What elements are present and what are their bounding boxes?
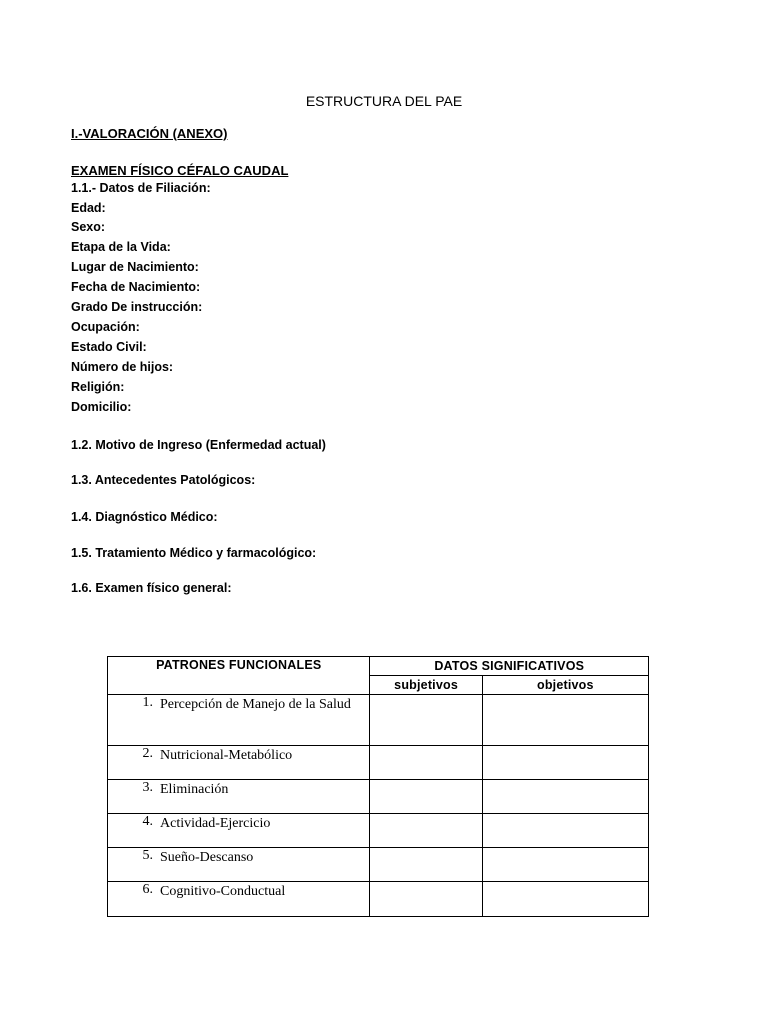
section-antecedentes: 1.3. Antecedentes Patológicos: bbox=[71, 473, 256, 487]
document-title: ESTRUCTURA DEL PAE bbox=[305, 93, 463, 109]
pattern-number: 5. bbox=[142, 848, 153, 863]
objective-cell[interactable] bbox=[482, 882, 648, 917]
header-objective: objetivos bbox=[482, 676, 648, 695]
field-lugar-nacimiento: Lugar de Nacimiento: bbox=[71, 260, 199, 274]
field-sexo: Sexo: bbox=[71, 220, 106, 234]
subjective-cell[interactable] bbox=[370, 746, 482, 780]
pattern-label: Eliminación bbox=[160, 782, 229, 797]
header-data: DATOS SIGNIFICATIVOS bbox=[370, 657, 649, 676]
objective-cell[interactable] bbox=[482, 746, 648, 780]
exam-heading: EXAMEN FÍSICO CÉFALO CAUDAL bbox=[71, 163, 289, 178]
section-tratamiento: 1.5. Tratamiento Médico y farmacológico: bbox=[71, 546, 317, 560]
subjective-cell[interactable] bbox=[370, 780, 482, 814]
field-religion: Religión: bbox=[71, 380, 125, 394]
section-examen-fisico: 1.6. Examen físico general: bbox=[71, 581, 232, 595]
pattern-number: 3. bbox=[142, 780, 153, 795]
pattern-number: 2. bbox=[142, 746, 153, 761]
subjective-cell[interactable] bbox=[370, 814, 482, 848]
section-heading-valoracion: I.-VALORACIÓN (ANEXO) bbox=[71, 126, 228, 141]
filiation-heading: 1.1.- Datos de Filiación: bbox=[71, 181, 211, 195]
field-domicilio: Domicilio: bbox=[71, 400, 132, 414]
table-header-row bbox=[108, 657, 649, 676]
objective-cell[interactable] bbox=[482, 848, 648, 882]
pattern-cell bbox=[108, 882, 370, 917]
field-edad: Edad: bbox=[71, 201, 106, 215]
table-row bbox=[108, 814, 649, 848]
table-row bbox=[108, 848, 649, 882]
pattern-cell bbox=[108, 695, 370, 746]
section-diagnostico: 1.4. Diagnóstico Médico: bbox=[71, 510, 218, 524]
section-motivo-ingreso: 1.2. Motivo de Ingreso (Enfermedad actual) bbox=[71, 438, 326, 452]
pattern-number: 6. bbox=[142, 882, 153, 897]
field-ocupacion: Ocupación: bbox=[71, 320, 140, 334]
header-patterns: PATRONES FUNCIONALES bbox=[108, 657, 370, 695]
field-etapa-vida: Etapa de la Vida: bbox=[71, 240, 171, 254]
objective-cell[interactable] bbox=[482, 780, 648, 814]
pattern-label: Actividad-Ejercicio bbox=[160, 816, 271, 831]
pattern-label: Percepción de Manejo de la Salud bbox=[160, 697, 351, 712]
table-row bbox=[108, 780, 649, 814]
subjective-cell[interactable] bbox=[370, 695, 482, 746]
pattern-label: Cognitivo-Conductual bbox=[160, 884, 286, 899]
pattern-cell bbox=[108, 746, 370, 780]
subjective-cell[interactable] bbox=[370, 848, 482, 882]
pattern-cell bbox=[108, 848, 370, 882]
table-row bbox=[108, 746, 649, 780]
pattern-label: Nutricional-Metabólico bbox=[160, 748, 293, 763]
field-fecha-nacimiento: Fecha de Nacimiento: bbox=[71, 280, 201, 294]
table-row bbox=[108, 882, 649, 917]
header-subjective: subjetivos bbox=[370, 676, 482, 695]
objective-cell[interactable] bbox=[482, 814, 648, 848]
field-numero-hijos: Número de hijos: bbox=[71, 360, 174, 374]
objective-cell[interactable] bbox=[482, 695, 648, 746]
table-row bbox=[108, 695, 649, 746]
pattern-cell bbox=[108, 814, 370, 848]
field-estado-civil: Estado Civil: bbox=[71, 340, 147, 354]
pattern-number: 4. bbox=[142, 814, 153, 829]
field-grado-instruccion: Grado De instrucción: bbox=[71, 300, 203, 314]
pattern-cell bbox=[108, 780, 370, 814]
functional-patterns-table bbox=[107, 656, 649, 917]
pattern-number: 1. bbox=[142, 695, 153, 710]
subjective-cell[interactable] bbox=[370, 882, 482, 917]
pattern-label: Sueño-Descanso bbox=[160, 850, 254, 865]
